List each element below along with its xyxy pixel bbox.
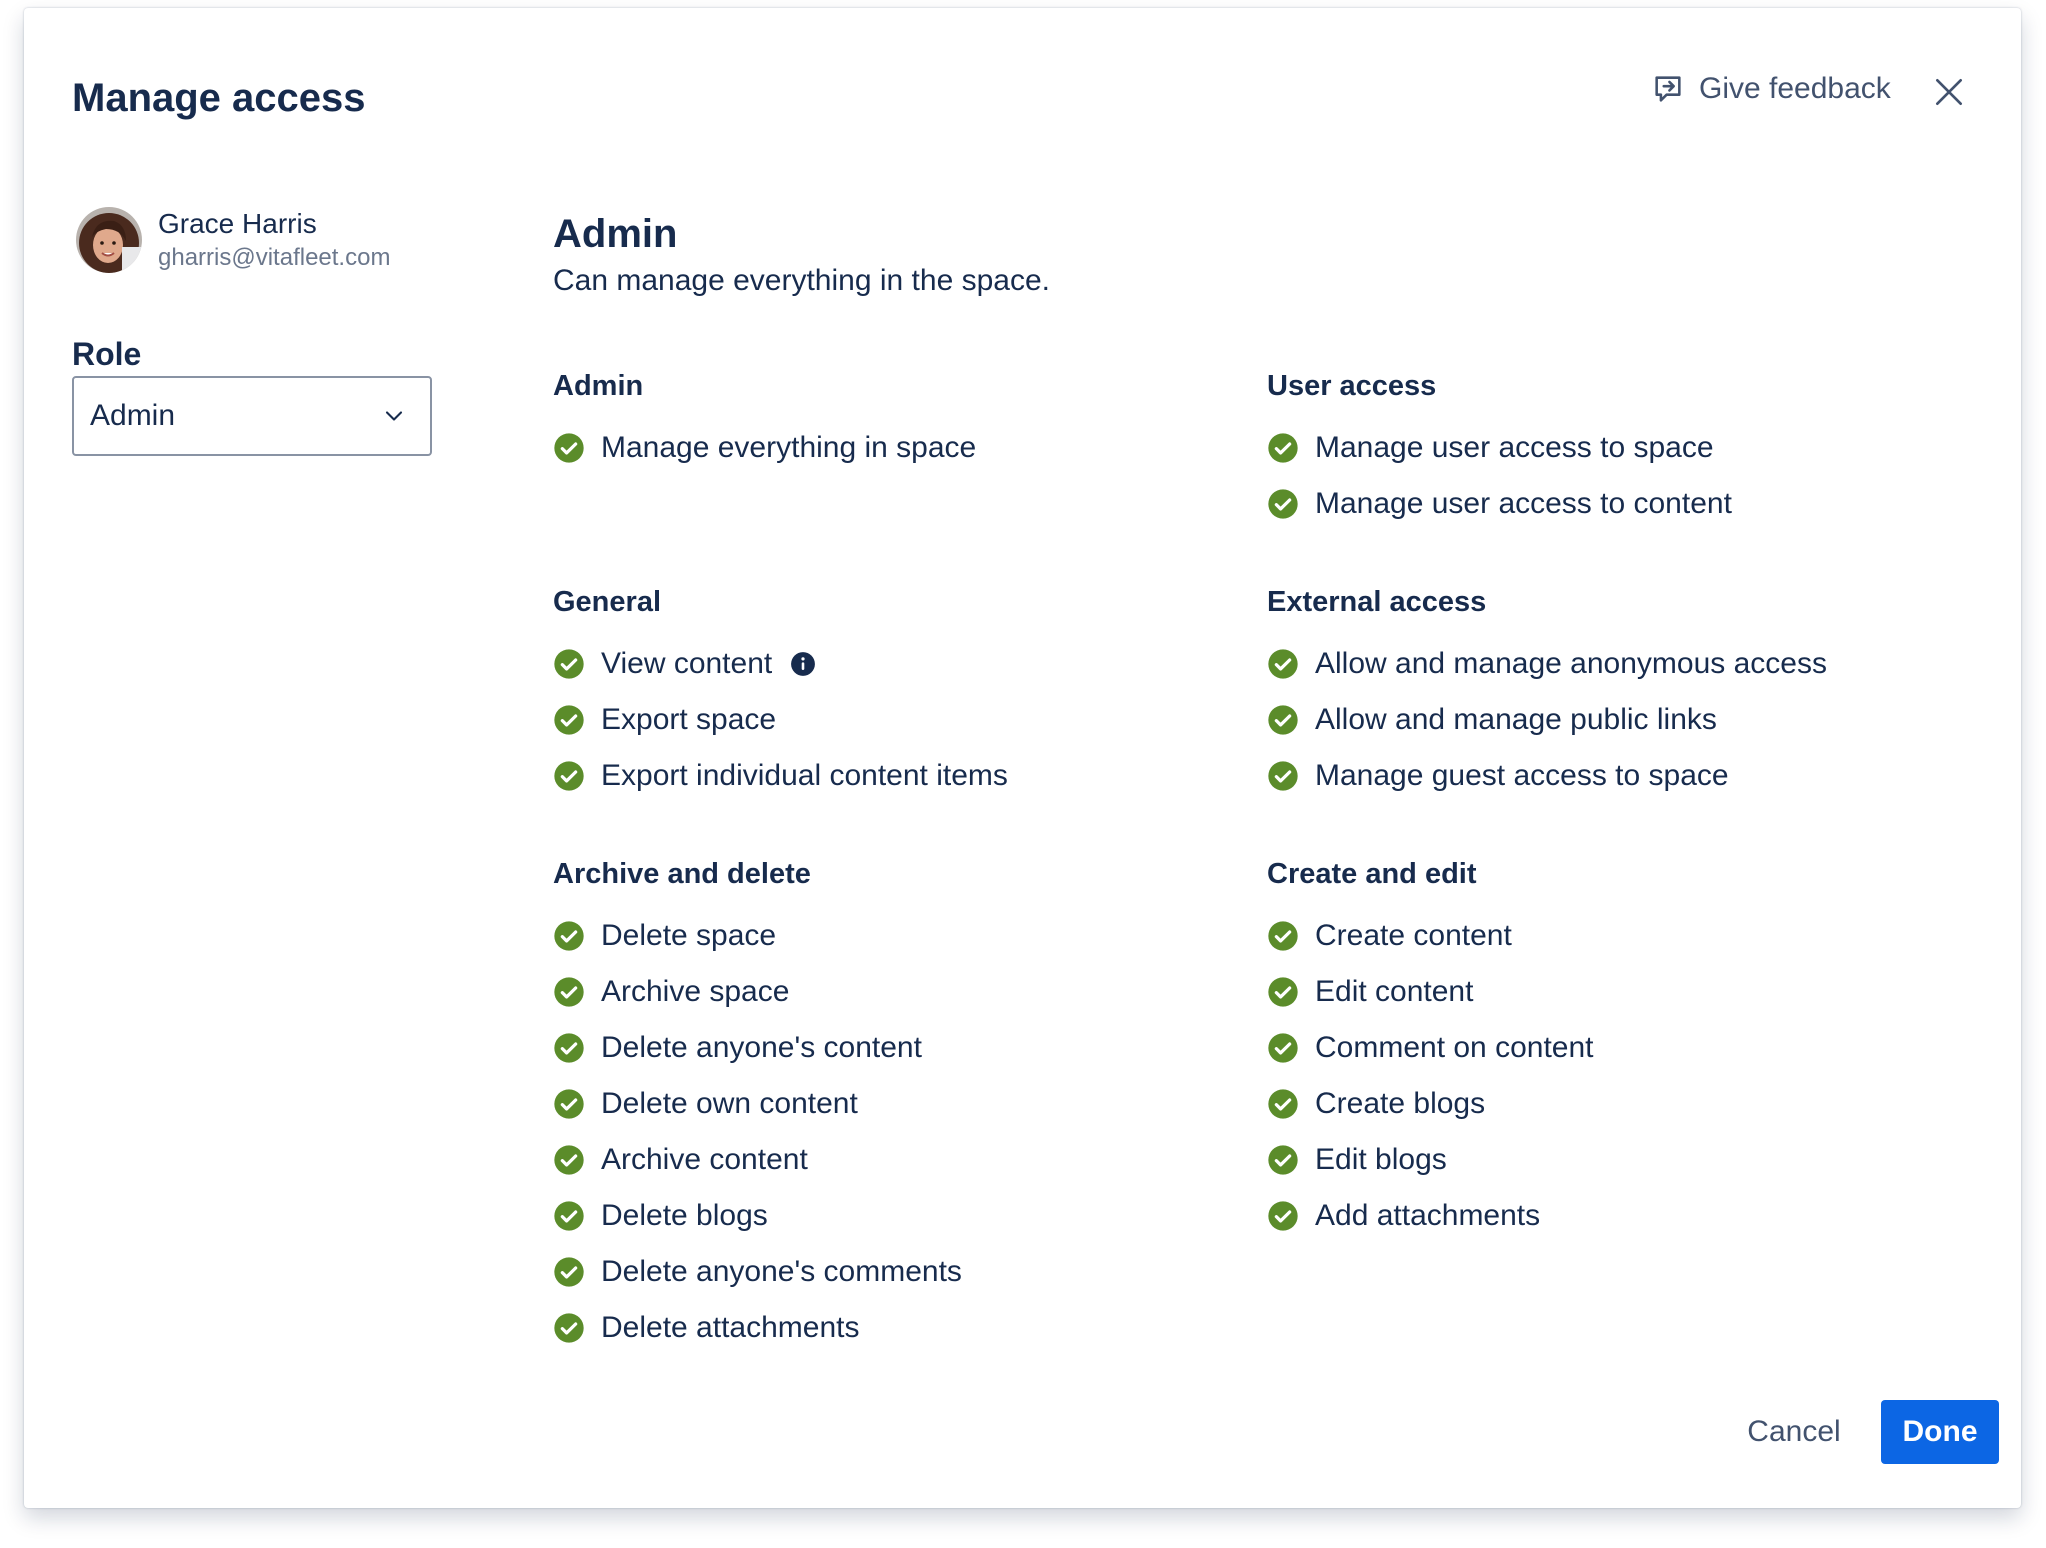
section-external-access: [1267, 584, 1827, 804]
section-title: Admin: [553, 370, 644, 402]
permission-item: [553, 420, 976, 476]
check-circle-icon: [553, 976, 585, 1008]
avatar: [76, 207, 142, 273]
check-circle-icon: [1267, 760, 1299, 792]
check-circle-icon: [1267, 1088, 1299, 1120]
section-create-edit: [1267, 856, 1593, 1244]
chevron-down-icon: [380, 402, 408, 430]
check-circle-icon: [553, 1088, 585, 1120]
permission-label: Comment on content: [1315, 1031, 1594, 1064]
permission-item: [1267, 1020, 1593, 1076]
check-circle-icon: [1267, 1200, 1299, 1232]
permission-label: Archive space: [601, 975, 790, 1008]
permission-label: Allow and manage public links: [1315, 703, 1717, 736]
check-circle-icon: [553, 1256, 585, 1288]
permission-label: Export space: [601, 703, 777, 736]
permission-item: [1267, 1076, 1593, 1132]
permission-item: [553, 1300, 962, 1356]
check-circle-icon: [553, 1144, 585, 1176]
permission-label: Create content: [1315, 919, 1512, 952]
user-name: Grace Harris: [158, 208, 317, 239]
role-select-value: Admin: [90, 399, 176, 432]
section-title: Archive and delete: [553, 858, 811, 890]
check-circle-icon: [553, 920, 585, 952]
section-archive-delete: [553, 856, 962, 1356]
section-general: [553, 584, 1008, 804]
permission-label: Delete space: [601, 919, 777, 952]
permission-label: Delete attachments: [601, 1311, 860, 1344]
permission-item: [1267, 476, 1732, 532]
role-title: Admin: [553, 212, 678, 256]
permission-label: Create blogs: [1315, 1087, 1486, 1120]
check-circle-icon: [1267, 1144, 1299, 1176]
section-title: External access: [1267, 586, 1487, 618]
section-title: General: [553, 586, 661, 618]
permission-label: Allow and manage anonymous access: [1315, 647, 1827, 680]
role-select[interactable]: [72, 376, 432, 456]
permission-item: [1267, 692, 1827, 748]
permission-label: Delete own content: [601, 1087, 858, 1120]
permission-item: [1267, 748, 1827, 804]
info-icon[interactable]: [790, 651, 816, 677]
section-title: User access: [1267, 370, 1437, 402]
permission-item: [553, 1188, 962, 1244]
permission-item: [553, 636, 1008, 692]
permission-item: [553, 1020, 962, 1076]
permission-label: Delete blogs: [601, 1199, 768, 1232]
permission-item: [1267, 636, 1827, 692]
permission-item: [553, 908, 962, 964]
permission-label: Manage user access to space: [1315, 431, 1714, 464]
permission-item: [553, 964, 962, 1020]
permission-label: Edit blogs: [1315, 1143, 1447, 1176]
check-circle-icon: [553, 704, 585, 736]
permission-label: Edit content: [1315, 975, 1474, 1008]
permission-label: Manage guest access to space: [1315, 759, 1729, 792]
permission-item: [1267, 964, 1593, 1020]
check-circle-icon: [1267, 976, 1299, 1008]
permission-item: [1267, 420, 1732, 476]
permission-label: Delete anyone's comments: [601, 1255, 962, 1288]
permission-item: [1267, 908, 1593, 964]
permission-item: [553, 748, 1008, 804]
manage-access-dialog: [24, 8, 2021, 1508]
permission-label: Manage user access to content: [1315, 487, 1732, 520]
check-circle-icon: [1267, 488, 1299, 520]
permission-label: Archive content: [601, 1143, 808, 1176]
check-circle-icon: [1267, 1032, 1299, 1064]
permission-item: [1267, 1188, 1593, 1244]
permission-item: [553, 1132, 962, 1188]
check-circle-icon: [553, 1200, 585, 1232]
check-circle-icon: [553, 1312, 585, 1344]
section-title: Create and edit: [1267, 858, 1477, 890]
section-admin: [553, 368, 976, 476]
check-circle-icon: [553, 432, 585, 464]
feedback-icon: [1651, 72, 1685, 106]
role-label: Role: [72, 336, 142, 372]
check-circle-icon: [1267, 648, 1299, 680]
close-icon[interactable]: [1929, 72, 1969, 112]
user-email: gharris@vitafleet.com: [158, 244, 391, 271]
check-circle-icon: [553, 1032, 585, 1064]
permission-label: Delete anyone's content: [601, 1031, 922, 1064]
user-info: [76, 206, 390, 274]
permission-item: [553, 1076, 962, 1132]
check-circle-icon: [1267, 920, 1299, 952]
permission-label: View content: [601, 647, 773, 680]
check-circle-icon: [553, 648, 585, 680]
section-user-access: [1267, 368, 1732, 532]
role-description: Can manage everything in the space.: [553, 264, 1050, 297]
check-circle-icon: [553, 760, 585, 792]
give-feedback-button[interactable]: [1651, 72, 1891, 106]
permission-label: Add attachments: [1315, 1199, 1541, 1232]
permission-label: Manage everything in space: [601, 431, 977, 464]
check-circle-icon: [1267, 704, 1299, 736]
dialog-title: Manage access: [72, 76, 366, 120]
permission-item: [553, 1244, 962, 1300]
permission-item: [1267, 1132, 1593, 1188]
cancel-button[interactable]: Cancel: [1725, 1400, 1863, 1464]
check-circle-icon: [1267, 432, 1299, 464]
permission-item: [553, 692, 1008, 748]
done-button[interactable]: Done: [1881, 1400, 1999, 1464]
give-feedback-label: Give feedback: [1699, 72, 1891, 105]
permission-label: Export individual content items: [601, 759, 1008, 792]
